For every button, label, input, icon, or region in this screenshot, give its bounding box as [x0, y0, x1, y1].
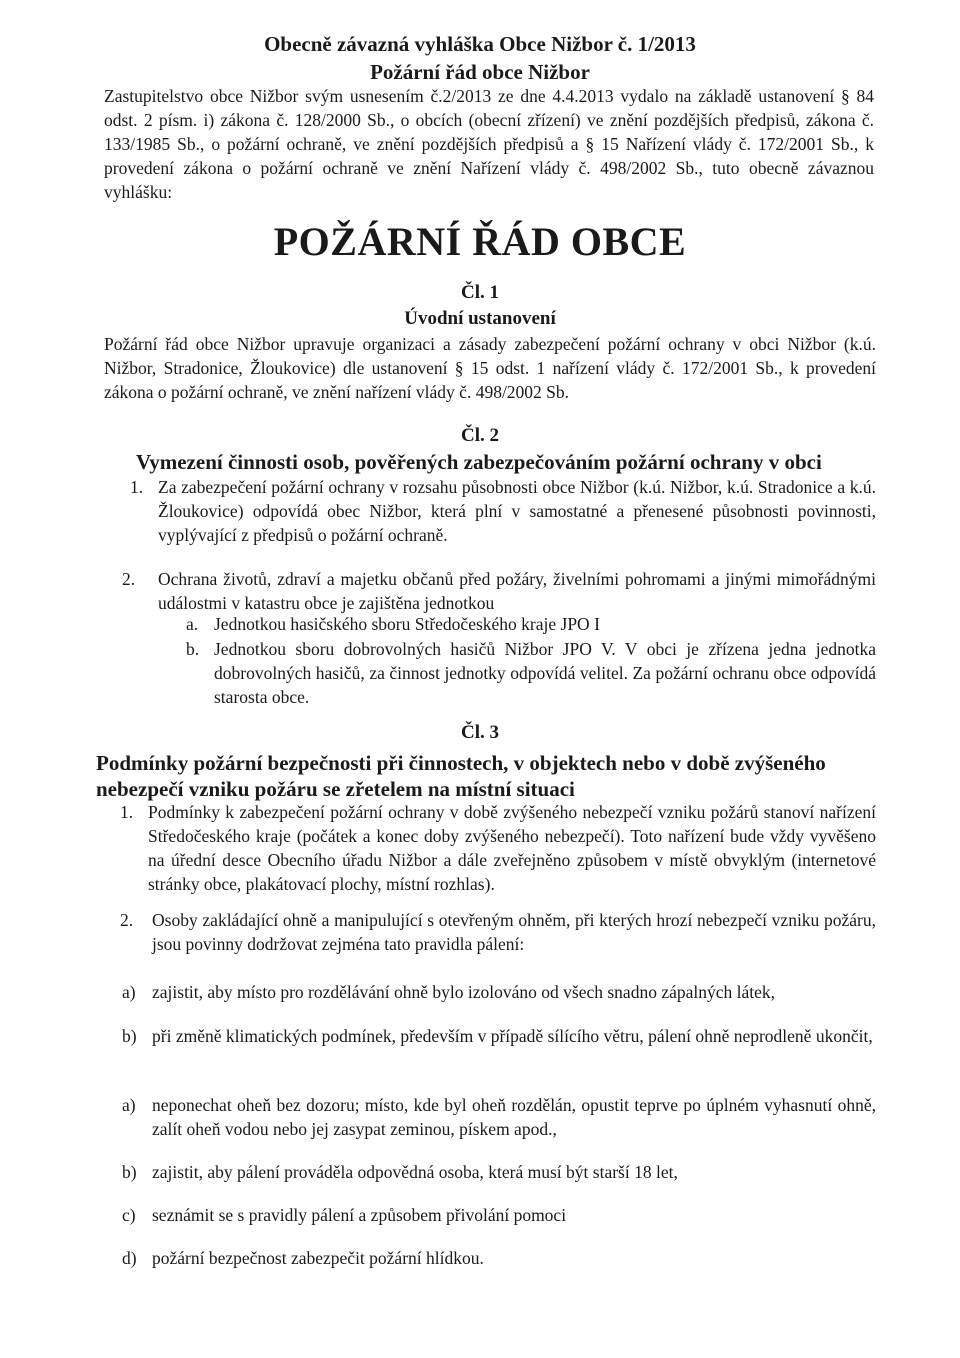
list-item-text: Jednotkou sboru dobrovolných hasičů Nižbor JPO V. V obci je zřízena jedna jednotka dobrovolných hasičů, za činnost jednotky odpovídá velitel. Za požární ochranu obce odpovídá starosta obce. [214, 639, 876, 707]
main-title: POŽÁRNÍ ŘÁD OBCE [273, 219, 687, 264]
article-2-number: Čl. 2 [461, 425, 499, 446]
list-item-number: b) [122, 1162, 137, 1182]
article-1-text: Požární řád obce Nižbor upravuje organizaci a zásady zabezpečení požární ochrany v obci Nižbor (k.ú. Nižbor, Stradonice, Žloukovice) dle ustanovení § 15 odst. 1 nařízení vlády č. 172/2001 Sb., k provedení zákona o požární ochraně, ve znění nařízení vlády č. 498/2002 Sb. [104, 334, 876, 402]
list-item-number: b) [122, 1026, 137, 1046]
list-item-number: a) [122, 982, 136, 1002]
list-item-text: neponechat oheň bez dozoru; místo, kde byl oheň rozdělán, opustit teprve po úplném vyhasnutí ohně, zalít oheň vodou nebo jej zasypat zeminou, pískem apod., [152, 1095, 876, 1139]
list-item-text: zajistit, aby místo pro rozdělávání ohně bylo izolováno od všech snadno zápalných látek, [152, 982, 776, 1002]
list-item-number: a) [122, 1095, 136, 1115]
list-item-number: c) [122, 1205, 136, 1225]
list-item-number: 2. [122, 569, 136, 589]
list-item-text: při změně klimatických podmínek, především v případě sílícího větru, pálení ohně neprodleně ukončit, [152, 1026, 873, 1046]
article-1-number: Čl. 1 [461, 282, 499, 303]
list-item-number: a. [186, 614, 199, 634]
article-3-heading: Podmínky požární bezpečnosti při činnostech, v objektech nebo v době zvýšeného nebezpečí vzniku požáru se zřetelem na místní situaci [96, 751, 826, 801]
list-item-number: 1. [130, 477, 144, 497]
document-title: Obecně závazná vyhláška Obce Nižbor č. 1/2013 [264, 32, 696, 56]
list-item-text: Za zabezpečení požární ochrany v rozsahu působnosti obce Nižbor (k.ú. Nižbor, k.ú. Stradonice a k.ú. Žloukovice) odpovídá obec Nižbor, která plní v samostatné a přenesené působnosti povinnosti, vyplývající z předpisů o požární ochraně. [158, 477, 876, 545]
list-item-text: Ochrana životů, zdraví a majetku občanů před požáry, živelními pohromami a jinými mimořádnými událostmi v katastru obce je zajištěna jednotkou [158, 569, 876, 613]
list-item-text: požární bezpečnost zabezpečit požární hlídkou. [152, 1248, 484, 1268]
article-2-heading: Vymezení činnosti osob, pověřených zabezpečováním požární ochrany v obci [136, 450, 822, 474]
list-item-number: 2. [120, 910, 134, 930]
list-item-text: Jednotkou hasičského sboru Středočeského kraje JPO I [214, 614, 600, 634]
list-item-text: seznámit se s pravidly pálení a způsobem přivolání pomoci [152, 1205, 567, 1225]
list-item-text: zajistit, aby pálení prováděla odpovědná osoba, která musí být starší 18 let, [152, 1162, 678, 1182]
intro-paragraph: Zastupitelstvo obce Nižbor svým usnesením č.2/2013 ze dne 4.4.2013 vydalo na základě ustanovení § 84 odst. 2 písm. i) zákona č. 128/2000 Sb., o obcích (obecní zřízení) ve znění pozdějších předpisů, zákona č. 133/1985 Sb., o požární ochraně, ve znění pozdějších předpisů a § 15 Nařízení vlády č. 172/2001 Sb., k provedení zákona o požární ochraně ve znění Nařízení vlády č. 498/2002 Sb., tuto obecně závaznou vyhlášku: [104, 86, 874, 202]
list-item-number: b. [186, 639, 200, 659]
list-item-number: d) [122, 1248, 137, 1268]
list-item-text: Podmínky k zabezpečení požární ochrany v době zvýšeného nebezpečí vzniku požárů stanoví nařízení Středočeského kraje (počátek a konec doby zvýšeného nebezpečí). Toto nařízení bude vždy vyvěšeno na úřední desce Obecního úřadu Nižbor a dále zveřejněno způsobem v místě obvyklým (internetové stránky obce, plakátovací plochy, místní rozhlas). [148, 802, 876, 894]
list-item-text: Osoby zakládající ohně a manipulující s otevřeným ohněm, při kterých hrozí nebezpečí vzniku požáru, jsou povinny dodržovat zejména tato pravidla pálení: [152, 910, 876, 954]
article-3-number: Čl. 3 [461, 722, 499, 743]
article-1-heading: Úvodní ustanovení [404, 308, 556, 329]
document-subtitle: Požární řád obce Nižbor [370, 60, 590, 84]
list-item-number: 1. [120, 802, 134, 822]
